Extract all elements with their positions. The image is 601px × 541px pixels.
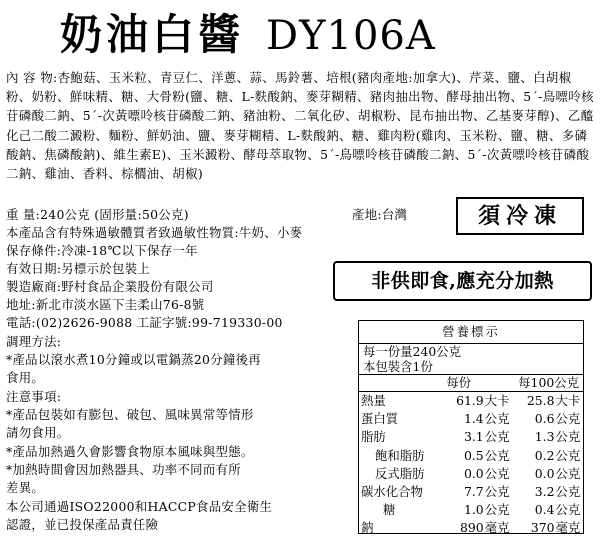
per-100g-value: 0.2 [534, 447, 555, 463]
cooking-step-cont: 食用。 [6, 370, 45, 385]
nutrition-row [359, 410, 583, 428]
keep-frozen-badge: 須冷凍 [456, 197, 584, 235]
per-100g-value: 25.8 [526, 393, 555, 408]
nutrient-name: 碳水化合物 [361, 484, 423, 500]
per-serving-value: 1.0 [463, 502, 484, 518]
unit: 公克 [555, 502, 581, 518]
net-weight: 重 量:240公克 (固形量:50公克) [6, 207, 189, 222]
cooking-heading: 調理方法: [6, 334, 62, 349]
allergen-info: 本產品含有特殊過敏體質者致過敏性物質:牛奶、小麥 [6, 225, 303, 240]
servings-per-package: 本包裝含1份 [359, 359, 583, 375]
note-item-cont: 差異。 [6, 480, 45, 495]
per-serving-value: 3.1 [463, 429, 484, 445]
serving-size: 每一份量240公克 [363, 344, 461, 359]
unit: 公克 [484, 411, 510, 427]
cooking-step: *產品以滾水煮10分鐘或以電鍋蒸20分鐘後再 [6, 352, 261, 367]
unit: 公克 [555, 447, 581, 463]
per-serving-value: 0.0 [463, 465, 484, 481]
per-100g-value: 0.6 [534, 411, 555, 427]
unit: 公克 [484, 447, 510, 463]
note-item-cont: 請勿食用。 [6, 425, 70, 440]
product-code: DY106A [266, 13, 436, 59]
unit: 大卡 [555, 393, 581, 408]
certification: 本公司通過ISO22000和HACCP食品安全衛生 [6, 499, 273, 514]
per-100g-value: 0.0 [534, 465, 555, 481]
ingredients-list: 內 容 物:杏鮑菇、玉米粒、青豆仁、洋蔥、蒜、馬鈴薯、培根(豬肉產地:加拿大)、芹菜、鹽、白胡椒粉、奶粉、鮮味精、糖、大骨粉(鹽、糖、L-麩酸鈉、麥芽糊精、豬肉抽出物、酵母抽出物、5´-鳥嘌呤核苷磷酸二鈉、5´-次黃嘌呤核苷磷酸二鈉、豬油粉、二氧化矽、胡椒粉、昆布抽出物、乙基麥芽醇)、乙醯化己二酸二澱粉、麵粉、鮮奶油、鹽、麥芽糊精、L-麩酸鈉、糖、雞肉粉(雞肉、玉米粉、鹽、糖、多磷酸鈉、焦磷酸鈉)、維生素E)、玉米澱粉、酵母萃取物、5´-鳥嘌呤核苷磷酸二鈉、5´-次黃嘌呤核苷磷酸二鈉、雞油、香料、棕櫚油、胡椒) [6, 70, 594, 182]
nutrition-row [359, 483, 583, 501]
unit: 公克 [555, 411, 581, 427]
storage-conditions: 保存條件:冷凍-18℃以下保存一年 [6, 243, 198, 258]
col-per-serving: 每份 [446, 375, 471, 390]
nutrition-row [359, 465, 583, 483]
certification-cont: 認證，並已投保產品責任險 [6, 517, 159, 532]
unit: 公克 [484, 502, 510, 518]
note-item: *加熱時間會因加熱器具、功率不同而有所 [6, 462, 241, 477]
nutrition-row [359, 447, 583, 465]
nutrient-name: 蛋白質 [361, 411, 399, 427]
per-serving-value: 61.9 [456, 393, 484, 408]
unit: 公克 [484, 484, 510, 500]
nutrition-rows [359, 392, 583, 538]
notes-heading: 注意事項: [6, 389, 62, 404]
phone-and-license: 電話:(02)2626-9088 工証字號:99-719330-00 [6, 315, 283, 330]
expiry-date: 有效日期:另標示於包裝上 [6, 261, 151, 276]
nutrition-column-headers [359, 375, 583, 392]
per-serving-value: 0.5 [463, 447, 484, 463]
col-per-100g: 每100公克 [518, 375, 579, 390]
manufacturer: 製造廠商:野村食品企業股份有限公司 [6, 279, 214, 294]
nutrient-name: 熱量 [361, 393, 386, 408]
unit: 毫克 [555, 520, 581, 536]
nutrient-name: 鈉 [361, 520, 374, 536]
note-item: *產品加熱過久會影響食物原本風味與型態。 [6, 444, 254, 459]
per-100g-value: 3.2 [534, 484, 555, 500]
unit: 大卡 [484, 393, 510, 408]
per-100g-value: 1.3 [534, 429, 555, 445]
nutrition-heading: 營養標示 [359, 321, 583, 344]
per-100g-value: 0.4 [534, 502, 555, 518]
nutrition-row [359, 428, 583, 446]
nutrition-row [359, 501, 583, 519]
product-name: 奶油白醬 [60, 10, 245, 59]
nutrition-facts-table [358, 320, 584, 534]
per-serving-value: 890 [460, 520, 484, 536]
per-100g-value: 370 [530, 520, 555, 536]
nutrient-name: 脂肪 [361, 429, 386, 445]
address: 地址:新北市淡水區下圭柔山76-8號 [6, 297, 205, 312]
product-title [60, 6, 436, 65]
unit: 公克 [555, 429, 581, 445]
heat-warning-badge: 非供即食,應充分加熱 [333, 261, 592, 301]
origin: 產地:台灣 [352, 207, 408, 222]
unit: 公克 [484, 429, 510, 445]
nutrition-row [359, 519, 583, 537]
nutrient-name: 反式脂肪 [375, 465, 425, 481]
unit: 公克 [484, 465, 510, 481]
unit: 公克 [555, 484, 581, 500]
per-serving-value: 1.4 [463, 411, 484, 427]
unit: 公克 [555, 465, 581, 481]
note-item: *產品包裝如有膨包、破包、風味異常等情形 [6, 407, 254, 422]
nutrient-name: 飽和脂肪 [375, 447, 425, 463]
nutrient-name: 糖 [383, 502, 396, 518]
unit: 毫克 [484, 520, 510, 536]
nutrition-row [359, 392, 583, 410]
per-serving-value: 7.7 [463, 484, 484, 500]
